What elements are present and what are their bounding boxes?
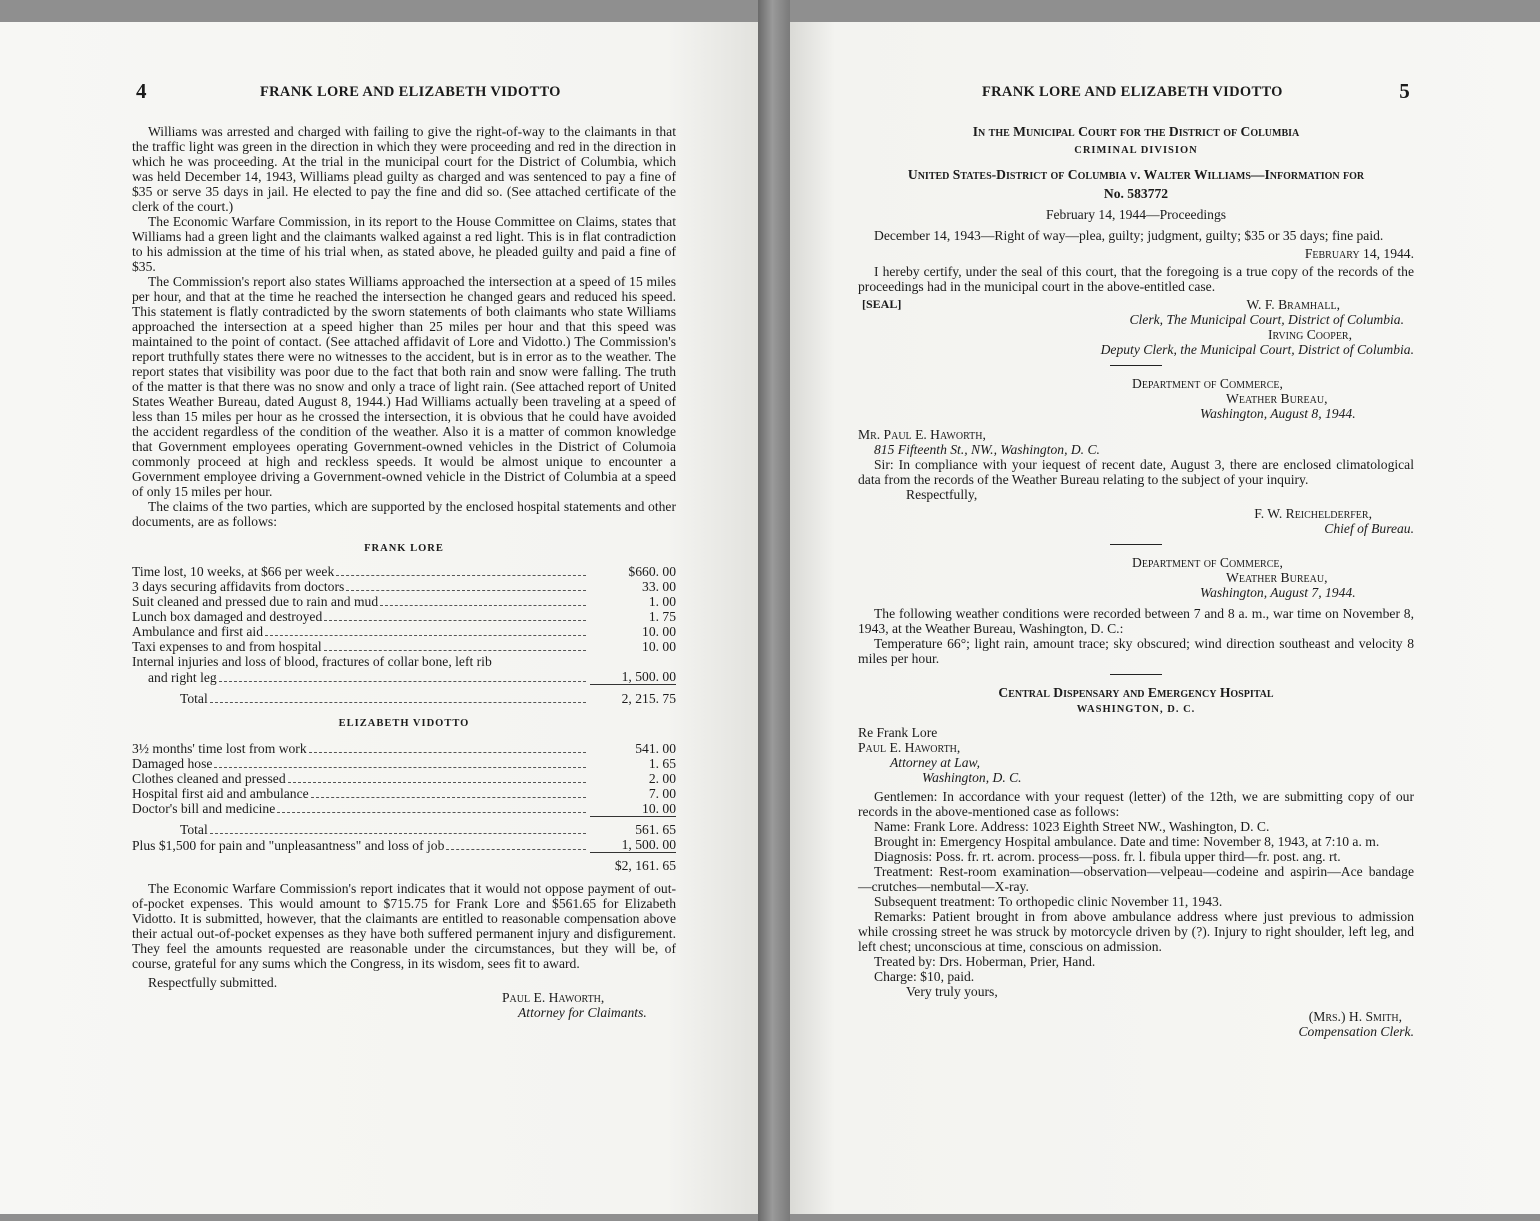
item-label: Lunch box damaged and destroyed	[132, 609, 323, 624]
item-amount: $660. 00	[628, 564, 676, 579]
table-row	[132, 654, 676, 669]
paragraph: The claims of the two parties, which are supported by the enclosed hospital statements and other documents, are as follows:	[132, 499, 676, 529]
paragraph: The Commission's report also states Williams approached the intersection at a speed of 15 miles per hour, and that at the time he reached the intersection he changed gears and reduced his speed. This statement is flatly contradicted by the sworn statements of both claimants who state Williams approached the intersection at a speed higher than 25 miles per hour and that this speed was maintained to the point of contact. (See attached affidavit of Lore and Vidotto.) The Commission's report truthfully states there were no witnesses to the accident, but is in error as to the weather. The report states that visibility was poor due to the fact that both rain and snow were falling. The truth of the matter is that there was no snow and only a trace of light rain. (See attached report of United States Weather Bureau, dated August 8, 1944.) Had Williams actually been traveling at a speed of less than 15 miles per hour as he crossed the intersection, it is obvious that he could have avoided the accident regardless of the condition of the weather. Also it is a matter of common knowledge that Government employees operating Government-owned vehicles in the District of Columoia commonly proceed at high and reckless speeds. It would be almost unique to encounter a Government employee driving a Government-owned vehicle in the District of Columbia at a speed of only 15 miles per hour.	[132, 274, 676, 499]
lore-claims-table	[132, 564, 676, 706]
signer-title: Compensation Clerk.	[1298, 1024, 1414, 1039]
item-label: 3 days securing affidavits from doctors	[132, 579, 345, 594]
item-amount: 10. 00	[642, 624, 676, 639]
weather-report: The following weather conditions were recorded between 7 and 8 a. m., war time on November 8, 1943, at the Weather Bureau, Washington, D. C.:	[858, 606, 1414, 636]
court-title: In the Municipal Court for the District of Columbia	[972, 124, 1300, 139]
seal-label: [SEAL]	[862, 297, 902, 311]
item-amount: 1, 500. 00	[621, 837, 676, 852]
signer-name: F. W. Reichelderfer,	[1254, 506, 1372, 521]
deputy-title: Deputy Clerk, the Municipal Court, District of Columbia.	[1100, 342, 1414, 357]
record-line: Treated by: Drs. Hoberman, Prier, Hand.	[874, 954, 1096, 969]
item-label: 3½ months' time lost from work	[132, 740, 307, 756]
total-row	[132, 691, 676, 706]
item-amount: 10. 00	[642, 639, 676, 654]
dept-name: Department of Commerce,	[1132, 555, 1283, 570]
total-label: Total	[180, 690, 208, 706]
clerk-name: W. F. Bramhall,	[1246, 297, 1340, 312]
total-amount: 2, 215. 75	[621, 690, 676, 706]
item-amount: 541. 00	[635, 740, 676, 756]
clerk-title: Clerk, The Municipal Court, District of Columbia.	[1129, 312, 1404, 327]
item-amount: 7. 00	[648, 785, 676, 801]
item-label: Suit cleaned and pressed due to rain and mud	[132, 594, 379, 609]
court-division: CRIMINAL DIVISION	[1074, 145, 1198, 156]
record-line: Diagnosis: Poss. fr. rt. acrom. process—poss. fr. l. fibula upper third—fr. post. ang. rt.	[874, 849, 1341, 864]
signer-name: (Mrs.) H. Smith,	[1308, 1009, 1402, 1024]
page-number: 5	[1399, 79, 1410, 103]
addressee-city: Washington, D. C.	[922, 770, 1022, 785]
record-line: Remarks: Patient brought in from above ambulance address where just previous to admission while crossing street he was struck by motorcycle driven by (?). Injury to right shoulder, left leg, and left chest; unconscious at time, conscious on admission.	[858, 909, 1414, 954]
record-line: Name: Frank Lore. Address: 1023 Eighth Street NW., Washington, D. C.	[874, 819, 1270, 834]
running-title: FRANK LORE AND ELIZABETH VIDOTTO	[982, 84, 1283, 100]
total-label: Total	[180, 822, 208, 837]
signer-title: Chief of Bureau.	[1324, 521, 1414, 536]
deputy-name: Irving Cooper,	[1267, 327, 1352, 342]
letter-closing: Respectfully,	[906, 487, 978, 502]
table-row	[132, 786, 676, 801]
claim-heading-vidotto: ELIZABETH VIDOTTO	[338, 717, 470, 729]
table-row	[132, 669, 676, 685]
signer-name: Paul E. Haworth,	[502, 989, 605, 1005]
table-row	[132, 609, 676, 624]
section-divider	[1110, 674, 1162, 675]
item-label: Damaged hose	[132, 755, 213, 771]
table-row	[132, 801, 676, 817]
addressee: Mr. Paul E. Haworth,	[858, 427, 986, 442]
right-page	[790, 22, 1540, 1214]
address: 815 Fifteenth St., NW., Washington, D. C.	[874, 442, 1100, 457]
item-label: and right leg	[148, 669, 217, 685]
table-row	[132, 639, 676, 654]
record-line: Subsequent treatment: To orthopedic clinic November 11, 1943.	[874, 894, 1223, 909]
table-row	[132, 741, 676, 756]
item-amount: 1. 00	[648, 594, 676, 609]
signer-title: Attorney for Claimants.	[518, 1004, 647, 1020]
table-row	[132, 771, 676, 786]
item-amount: 10. 00	[642, 800, 676, 816]
item-amount: 33. 00	[642, 579, 676, 594]
letter-date: Washington, August 7, 1944.	[1200, 585, 1356, 600]
closing-line: Respectfully submitted.	[148, 974, 278, 990]
letter-closing: Very truly yours,	[906, 984, 998, 999]
left-running-head	[132, 79, 676, 124]
paragraph: Williams was arrested and charged with failing to give the right-of-way to the claimants in that the traffic light was green in the direction in which they were proceeding and red in the direction in which he was proceeding. At the trial in the municipal court for the District of Columbia, which was held December 14, 1943, Williams plead guilty as charged and was sentenced to pay a fine of $35 or serve 35 days in jail. He elected to pay the fine and did so. (See attached certificate of the clerk of the court.)	[132, 124, 676, 214]
total-row	[132, 822, 676, 837]
table-row	[132, 594, 676, 609]
record-line: Treatment: Rest-room examination—observation—velpeau—codeine and aspirin—Ace bandage—crutches—nembutal—X-ray.	[858, 864, 1414, 894]
table-row	[132, 624, 676, 639]
bureau-name: Weather Bureau,	[1226, 391, 1328, 406]
item-label: Doctor's bill and medicine	[132, 801, 276, 816]
addressee: Paul E. Haworth,	[858, 740, 961, 755]
letter-date: Washington, August 8, 1944.	[1200, 406, 1356, 421]
hospital-city: WASHINGTON, D. C.	[1076, 704, 1196, 715]
bureau-name: Weather Bureau,	[1226, 570, 1328, 585]
table-row	[132, 579, 676, 594]
table-row	[132, 837, 676, 853]
case-number: No. 583772	[1103, 186, 1169, 201]
hospital-name: Central Dispensary and Emergency Hospital	[998, 685, 1274, 700]
item-label: Time lost, 10 weeks, at $66 per week	[132, 564, 335, 579]
page-number: 4	[136, 79, 147, 103]
item-label: Clothes cleaned and pressed	[132, 770, 286, 786]
certificate-text: I hereby certify, under the seal of this court, that the foregoing is a true copy of the records of the proceedings had in the municipal court in the above-entitled case.	[858, 264, 1414, 294]
claim-heading-lore: FRANK LORE	[364, 543, 444, 554]
table-row	[132, 756, 676, 771]
case-caption: United States-District of Columbia v. Walter Williams—Information for	[907, 167, 1365, 182]
vidotto-claims-table	[132, 741, 676, 873]
record-line: Charge: $10, paid.	[874, 969, 975, 984]
proceedings-text: December 14, 1943—Right of way—plea, guilty; judgment, guilty; $35 or 35 days; fine paid.	[874, 228, 1384, 243]
item-label: Hospital first aid and ambulance	[132, 785, 309, 801]
running-title: FRANK LORE AND ELIZABETH VIDOTTO	[260, 84, 561, 100]
left-page	[0, 22, 758, 1214]
item-amount: 2. 00	[648, 770, 676, 786]
paragraph: The Economic Warfare Commission, in its report to the House Committee on Claims, states that Williams had a green light and the claimants walked against a red light. This is in flat contradiction to his admission at the time of his trial when, as stated above, he pleaded guilty and paid a fine of $35.	[132, 214, 676, 274]
record-line: Brought in: Emergency Hospital ambulance. Date and time: November 8, 1943, at 7:10 a. m.	[874, 834, 1380, 849]
item-amount: 1. 75	[648, 609, 676, 624]
right-running-head	[858, 79, 1414, 124]
item-amount: 1. 65	[648, 755, 676, 771]
item-label: Plus $1,500 for pain and "unpleasantness" and loss of job	[132, 837, 445, 853]
item-label: Internal injuries and loss of blood, fractures of collar bone, left rib	[132, 654, 492, 669]
grand-total-row	[132, 858, 676, 873]
letter-body: Gentlemen: In accordance with your request (letter) of the 12th, we are submitting copy of our records in the above-mentioned case as follows:	[858, 789, 1414, 819]
re-line: Re Frank Lore	[858, 725, 938, 740]
paragraph: The Economic Warfare Commission's report indicates that it would not oppose payment of out-of-pocket expenses. This would amount to $715.75 for Frank Lore and $561.65 for Elizabeth Vidotto. It is submitted, however, that the claimants are entitled to reasonable compensation above their actual out-of-pocket expenses as they have both suffered permanent injury and disfigurement. They feel the amounts requested are reasonable under the circumstances, but they will be, of course, grateful for any sums which the Congress, in its wisdom, sees fit to award.	[132, 880, 676, 971]
proceedings-date: February 14, 1944—Proceedings	[1045, 207, 1227, 222]
book-gutter	[758, 0, 790, 1221]
grand-total-amount: $2, 161. 65	[614, 857, 676, 873]
dept-name: Department of Commerce,	[1132, 376, 1283, 391]
item-label: Ambulance and first aid	[132, 624, 263, 639]
letter-body: Sir: In compliance with your iequest of recent date, August 3, there are enclosed climatological data from the records of the Weather Bureau relating to the subject of your inquiry.	[858, 457, 1414, 487]
hospital-record	[858, 819, 1414, 984]
total-amount: 561. 65	[635, 822, 676, 837]
section-divider	[1110, 544, 1162, 545]
weather-conditions: Temperature 66°; light rain, amount trace; sky obscured; wind direction southeast and velocity 8 miles per hour.	[858, 636, 1414, 666]
certificate-date: February 14, 1944.	[1304, 246, 1414, 261]
item-label: Taxi expenses to and from hospital	[132, 639, 322, 654]
section-divider	[1110, 365, 1162, 366]
addressee-title: Attorney at Law,	[890, 755, 980, 770]
item-amount: 1, 500. 00	[621, 669, 676, 684]
table-row	[132, 564, 676, 579]
